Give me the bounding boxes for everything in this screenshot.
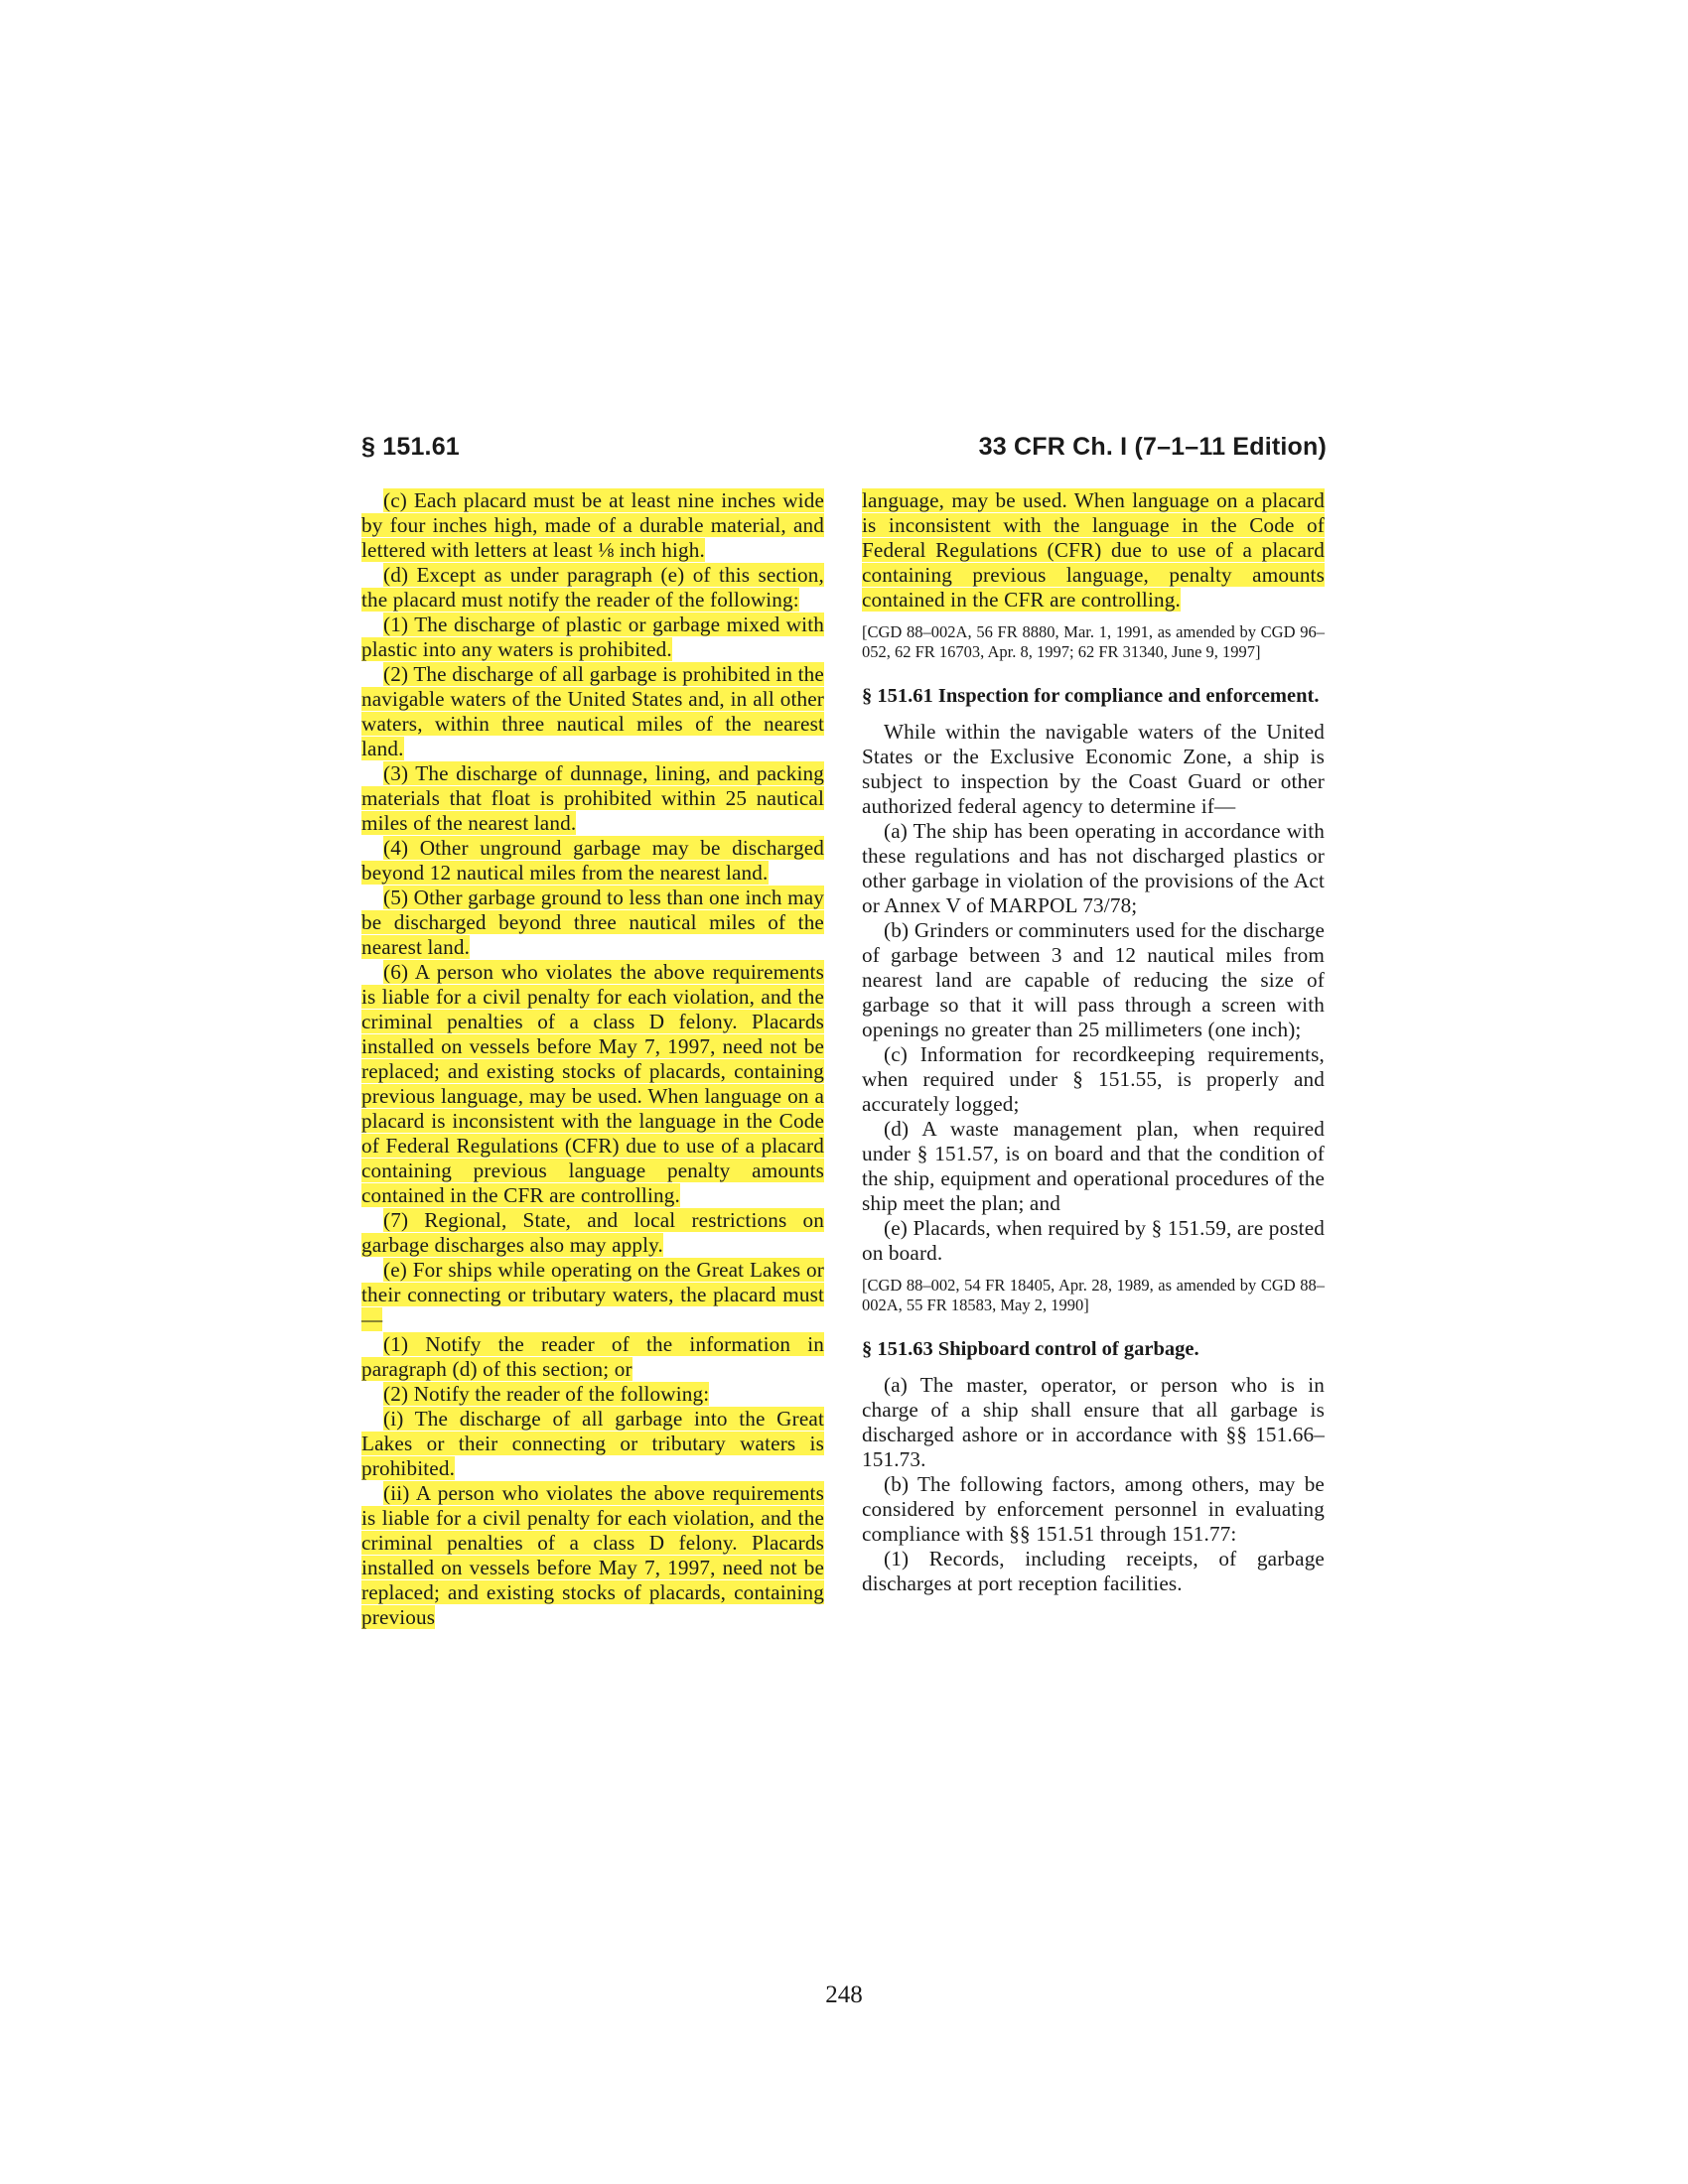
highlighted-text: (c) Each placard must be at least nine inches wide by four inches high, made of a durable material, and lettered with letters at least ⅛ inch high. xyxy=(361,488,824,562)
highlighted-text: (6) A person who violates the above requirements is liable for a civil penalty for each violation, and the criminal penalties of a class D felony. Placards installed on vessels before May 7, 1997, need not be replaced; and existing stocks of placards, containing previous language, may be used. When language on a placard is inconsistent with the language in the Code of Federal Regulations (CFR) due to use of a placard containing previous language penalty amounts contained in the CFR are controlling. xyxy=(361,960,824,1207)
left-column xyxy=(361,488,824,1630)
highlighted-text: (1) The discharge of plastic or garbage mixed with plastic into any waters is prohibited. xyxy=(361,613,824,661)
paragraph-d xyxy=(361,563,824,613)
citation-note: [CGD 88–002A, 56 FR 8880, Mar. 1, 1991, as amended by CGD 96–052, 62 FR 16703, Apr. 8, 1997; 62 FR 31340, June 9, 1997] xyxy=(862,622,1325,661)
section-151-61-a: (a) The ship has been operating in accordance with these regulations and has not discharged plastics or other garbage in violation of the provisions of the Act or Annex V of MARPOL 73/78; xyxy=(862,819,1325,917)
highlighted-text: (5) Other garbage ground to less than one inch may be discharged beyond three nautical miles of the nearest land. xyxy=(361,886,824,959)
section-151-61-e: (e) Placards, when required by § 151.59, are posted on board. xyxy=(862,1216,1325,1265)
highlighted-text: (ii) A person who violates the above requirements is liable for a civil penalty for each violation, and the criminal penalties of a class D felony. Placards installed on vessels before May 7, 1997, need not be replaced; and existing stocks of placards, containing previous xyxy=(361,1481,824,1629)
paragraph-e-2-i xyxy=(361,1407,824,1481)
page-number: 248 xyxy=(825,1981,863,2008)
paragraph-d-7 xyxy=(361,1208,824,1258)
highlighted-text: (d) Except as under paragraph (e) of this section, the placard must notify the reader of the following: xyxy=(361,563,824,612)
paragraph-e-2 xyxy=(361,1382,824,1407)
section-heading-151-61: § 151.61 Inspection for compliance and enforcement. xyxy=(862,685,1320,707)
highlighted-text: (e) For ships while operating on the Great Lakes or their connecting or tributary waters, the placard must— xyxy=(361,1258,824,1331)
highlighted-text: (1) Notify the reader of the information in paragraph (d) of this section; or xyxy=(361,1332,824,1381)
citation-note: [CGD 88–002, 54 FR 18405, Apr. 28, 1989, as amended by CGD 88–002A, 55 FR 18583, May 2, 1990] xyxy=(862,1276,1325,1314)
section-151-61-intro: While within the navigable waters of the United States or the Exclusive Economic Zone, a ship is subject to inspection by the Coast Guard or other authorized federal agency to determine if— xyxy=(862,720,1325,818)
paragraph-c xyxy=(361,488,824,563)
paragraph-d-4 xyxy=(361,836,824,886)
highlighted-text: (i) The discharge of all garbage into the Great Lakes or their connecting or tributary waters is prohibited. xyxy=(361,1407,824,1480)
paragraph-d-3 xyxy=(361,761,824,836)
paragraph-e-2-ii xyxy=(361,1481,824,1630)
highlighted-text: (2) The discharge of all garbage is prohibited in the navigable waters of the United States and, in all other waters, within three nautical miles of the nearest land. xyxy=(361,662,824,760)
section-151-63-b: (b) The following factors, among others, may be considered by enforcement personnel in evaluating compliance with §§ 151.51 through 151.77: xyxy=(862,1472,1325,1546)
running-head-edition: 33 CFR Ch. I (7–1–11 Edition) xyxy=(978,433,1327,461)
paragraph-e xyxy=(361,1258,824,1332)
highlighted-text: (4) Other unground garbage may be discharged beyond 12 nautical miles from the nearest land. xyxy=(361,836,824,885)
section-151-61-b: (b) Grinders or comminuters used for the discharge of garbage between 3 and 12 nautical miles from nearest land are capable of reducing the size of garbage so that it will pass through a screen with openings no greater than 25 millimeters (one inch); xyxy=(862,918,1325,1041)
paragraph-continuation xyxy=(862,488,1325,613)
highlighted-text: (3) The discharge of dunnage, lining, and packing materials that float is prohibited within 25 nautical miles of the nearest land. xyxy=(361,761,824,835)
paragraph-d-6 xyxy=(361,960,824,1208)
section-151-63-b-1: (1) Records, including receipts, of garbage discharges at port reception facilities. xyxy=(862,1547,1325,1595)
paragraph-e-1 xyxy=(361,1332,824,1382)
section-151-61-c: (c) Information for recordkeeping requirements, when required under § 151.55, is properly and accurately logged; xyxy=(862,1042,1325,1116)
right-column xyxy=(862,488,1325,1596)
section-heading-151-63: § 151.63 Shipboard control of garbage. xyxy=(862,1338,1199,1360)
paragraph-d-2 xyxy=(361,662,824,761)
highlighted-text: (2) Notify the reader of the following: xyxy=(383,1382,710,1406)
highlighted-text: (7) Regional, State, and local restrictions on garbage discharges also may apply. xyxy=(361,1208,824,1257)
highlighted-text: language, may be used. When language on a placard is inconsistent with the language in the Code of Federal Regulations (CFR) due to use of a placard containing previous language, penalty amounts contained in the CFR are controlling. xyxy=(862,488,1325,612)
section-151-61-d: (d) A waste management plan, when required under § 151.57, is on board and that the condition of the ship, equipment and operational procedures of the ship meet the plan; and xyxy=(862,1117,1325,1215)
paragraph-d-1 xyxy=(361,613,824,662)
running-head-section: § 151.61 xyxy=(361,433,460,461)
paragraph-d-5 xyxy=(361,886,824,960)
section-151-63-a: (a) The master, operator, or person who is in charge of a ship shall ensure that all garbage is discharged ashore or in accordance with §§ 151.66–151.73. xyxy=(862,1373,1325,1471)
